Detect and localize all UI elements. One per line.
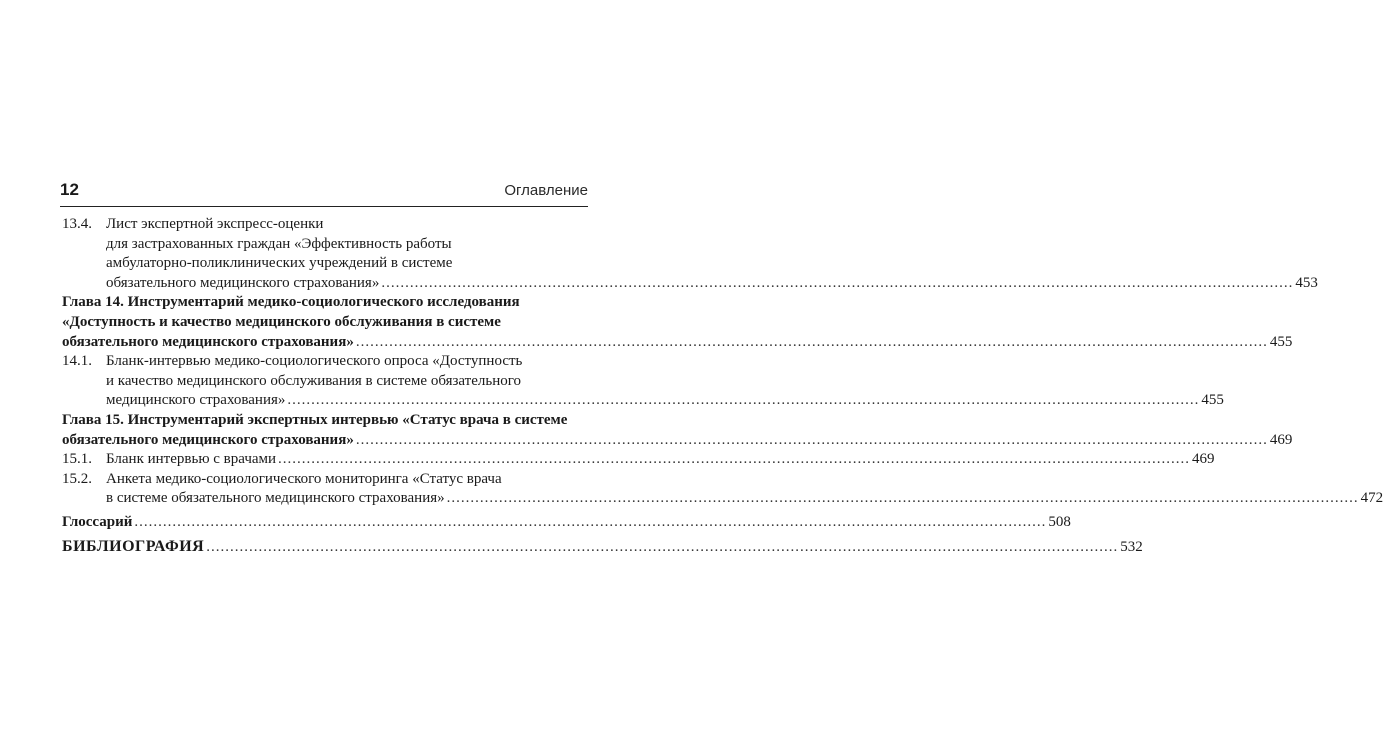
chapter-title-line: Глава 14. Инструментарий медико-социологического исследования — [62, 294, 520, 311]
toc-entry-14-1[interactable] — [62, 352, 1224, 411]
entry-title-line: медицинского страхования» — [106, 392, 286, 409]
page-header — [60, 178, 588, 204]
page-ref: 532 — [1120, 538, 1143, 555]
toc-entry-15-1[interactable] — [62, 450, 1215, 470]
entry-number: 15.1. — [62, 451, 92, 468]
toc-bibliography[interactable] — [62, 537, 1143, 557]
chapter-title-line: Глава 15. Инструментарий экспертных интервью «Статус врача в системе — [62, 411, 568, 428]
chapter-title-line: обязательного медицинского страхования» — [62, 333, 354, 350]
page-ref: 455 — [1201, 392, 1224, 409]
entry-title-line: и качество медицинского обслуживания в системе обязательного — [106, 372, 522, 389]
chapter-title-line: «Доступность и качество медицинского обслуживания в системе — [62, 313, 501, 330]
dot-leader: ................................................................................................................................................................................................ — [355, 333, 1268, 350]
toc-chapter-14[interactable] — [62, 293, 1293, 352]
entry-number: 14.1. — [62, 353, 92, 370]
entry-title-line: Бланк-интервью медико-социологического опроса «Доступность — [106, 353, 523, 370]
dot-leader: ................................................................................................................................................................................................ — [206, 538, 1119, 555]
page-number: 12 — [60, 180, 79, 199]
dot-leader: ................................................................................................................................................................................................ — [355, 431, 1268, 448]
running-title: Оглавление — [504, 182, 588, 199]
toc-chapter-15[interactable] — [62, 411, 1293, 450]
chapter-title-line: обязательного медицинского страхования» — [62, 431, 354, 448]
entry-title-line: амбулаторно-поликлинических учреждений в системе — [106, 255, 453, 272]
entry-number: 15.2. — [62, 470, 92, 487]
dot-leader: ................................................................................................................................................................................................ — [278, 451, 1191, 468]
entry-title-line: Лист экспертной экспресс-оценки — [106, 216, 324, 232]
toc-entry-13-4[interactable] — [62, 215, 1318, 293]
glossary-title: Глоссарий — [62, 513, 133, 530]
entry-number: 13.4. — [62, 216, 92, 232]
page-ref: 469 — [1192, 451, 1215, 468]
entry-title-line: Анкета медико-социологического мониторинга «Статус врача — [106, 470, 502, 487]
entry-title-line: для застрахованных граждан «Эффективность работы — [106, 235, 452, 252]
page-ref: 453 — [1295, 274, 1318, 291]
entry-title-line: в системе обязательного медицинского страхования» — [106, 490, 445, 507]
toc-glossary[interactable] — [62, 513, 1071, 533]
page-ref: 455 — [1269, 333, 1293, 350]
table-of-contents — [62, 215, 1383, 556]
dot-leader: ................................................................................................................................................................................................ — [446, 490, 1359, 507]
entry-title-line: обязательного медицинского страхования» — [106, 274, 380, 291]
page-ref: 472 — [1360, 490, 1383, 507]
page-ref: 508 — [1048, 513, 1071, 530]
dot-leader: ................................................................................................................................................................................................ — [287, 392, 1200, 409]
toc-entry-15-2[interactable] — [62, 470, 1383, 509]
bibliography-title: БИБЛИОГРАФИЯ — [62, 537, 205, 555]
dot-leader: ................................................................................................................................................................................................ — [134, 513, 1047, 530]
dot-leader: ................................................................................................................................................................................................ — [381, 274, 1294, 291]
header-rule — [60, 206, 588, 207]
entry-title-line: Бланк интервью с врачами — [106, 451, 277, 468]
page-ref: 469 — [1269, 431, 1293, 448]
